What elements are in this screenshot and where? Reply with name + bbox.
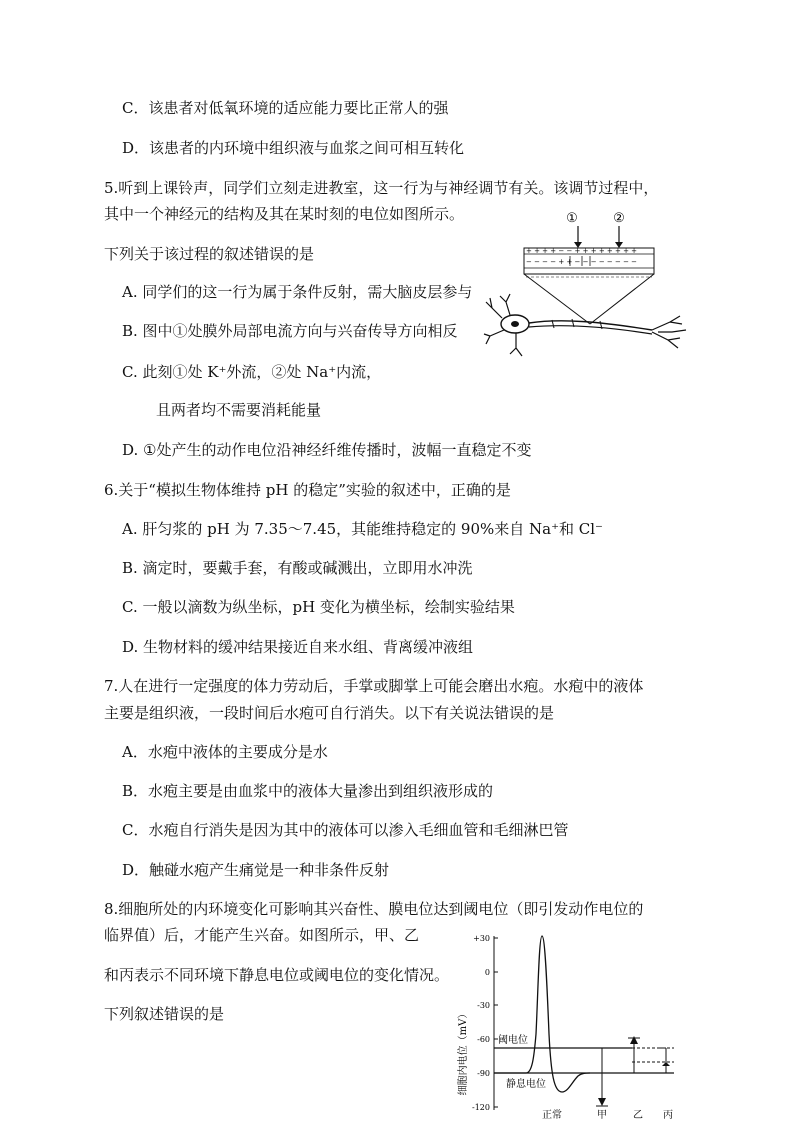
q5-option-d: D. ①处产生的动作电位沿神经纤维传播时，波幅一直稳定不变: [122, 441, 532, 459]
q5-stem-line3: 下列关于该过程的叙述错误的是: [104, 245, 315, 263]
q8-stem-line1: 8.细胞所处的内环境变化可影响其兴奋性、膜电位达到阈电位（即引发动作电位的: [104, 900, 644, 918]
q4-option-d: D．该患者的内环境中组织液与血浆之间可相互转化: [122, 139, 465, 157]
y-tick-label: -120: [472, 1103, 490, 1112]
y-tick-label: 0: [484, 968, 490, 977]
q6-stem: 6.关于“模拟生物体维持 pH 的稳定”实验的叙述中，正确的是: [104, 481, 511, 499]
marker-2-label: ②: [613, 211, 625, 226]
neuron-figure: [482, 206, 692, 366]
x-label-jia: 甲: [597, 1110, 607, 1121]
y-tick-label: +30: [473, 934, 490, 943]
q7-stem-line1: 7.人在进行一定强度的体力劳动后，手掌或脚掌上可能会磨出水疱。水疱中的液体: [104, 677, 644, 695]
x-label-bing: 丙: [663, 1110, 673, 1121]
membrane-inner-charges: − − − − + + − − − − − − − −: [526, 258, 638, 266]
action-potential-curve: [494, 936, 590, 1092]
marker-1-label: ①: [566, 211, 578, 226]
q5-stem-line2: 其中一个神经元的结构及其在某时刻的电位如图所示。: [104, 205, 465, 223]
q5-option-a: A. 同学们的这一行为属于条件反射，需大脑皮层参与: [122, 283, 473, 301]
q5-option-c-line2: 且两者均不需要消耗能量: [156, 401, 322, 419]
q8-stem-line2: 临界值）后，才能产生兴奋。如图所示，甲、乙: [104, 926, 420, 944]
q5-option-c-line1: C. 此刻①处 K⁺外流，②处 Na⁺内流，: [122, 363, 382, 381]
y-tick-label: -30: [477, 1001, 490, 1010]
threshold-label: 阈电位: [498, 1035, 528, 1046]
membrane-outer-charges: + + + + − − + + + + + + + +: [526, 247, 638, 255]
resting-label: 静息电位: [506, 1079, 546, 1090]
q6-option-a: A. 肝匀浆的 pH 为 7.35～7.45，其能维持稳定的 90%来自 Na⁺和 Cl⁻: [122, 520, 603, 538]
q7-option-c: C．水疱自行消失是因为其中的液体可以渗入毛细血管和毛细淋巴管: [122, 821, 569, 839]
q8-stem-line3: 和丙表示不同环境下静息电位或阈电位的变化情况。: [104, 966, 450, 984]
y-tick-label: -90: [477, 1069, 490, 1078]
q7-stem-line2: 主要是组织液，一段时间后水疱可自行消失。以下有关说法错误的是: [104, 704, 555, 722]
q7-option-d: D．触碰水疱产生痛觉是一种非条件反射: [122, 861, 390, 879]
q4-option-c: C．该患者对低氧环境的适应能力要比正常人的强: [122, 99, 449, 117]
q8-stem-line4: 下列叙述错误的是: [104, 1005, 225, 1023]
membrane-potential-figure: [448, 924, 688, 1124]
x-label-yi: 乙: [633, 1110, 643, 1121]
q6-option-b: B. 滴定时，要戴手套，有酸或碱溅出，立即用水冲洗: [122, 559, 473, 577]
q7-option-b: B．水疱主要是由血浆中的液体大量渗出到组织液形成的: [122, 782, 494, 800]
q6-option-d: D. 生物材料的缓冲结果接近自来水组、背离缓冲液组: [122, 638, 474, 656]
q5-option-b: B. 图中①处膜外局部电流方向与兴奋传导方向相反: [122, 322, 458, 340]
q6-option-c: C. 一般以滴数为纵坐标，pH 变化为横坐标，绘制实验结果: [122, 598, 515, 616]
q5-stem-line1: 5.听到上课铃声，同学们立刻走进教室，这一行为与神经调节有关。该调节过程中，: [104, 179, 659, 197]
x-label-normal: 正常: [542, 1110, 562, 1121]
q7-option-a: A．水疱中液体的主要成分是水: [122, 743, 328, 761]
y-axis-label: 细胞内电位（mV）: [458, 1008, 469, 1096]
y-tick-label: -60: [477, 1035, 490, 1044]
